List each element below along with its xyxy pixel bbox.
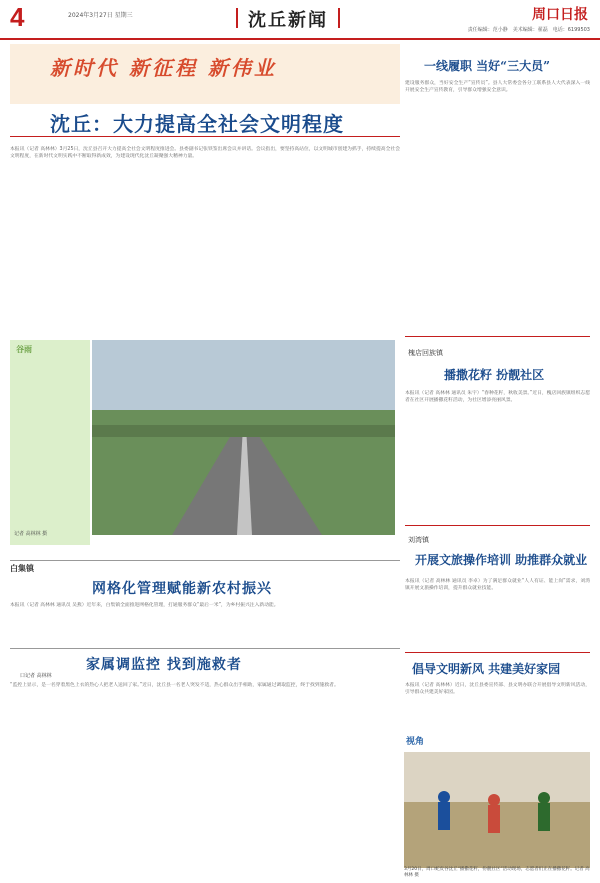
issue-date: 2024年3月27日 星期三 (68, 12, 133, 19)
editor-credits: 责任编辑：范小静 美术编辑：翟磊 电话：6199503 (467, 27, 590, 33)
lead-body: 本报讯（记者 高林林）3月25日，沈丘县召开大力提高全社会文明程度推进会。县委副书记张铁鉴出席会议并讲话。会议指出，要坚持高站位，以文明城市创建为抓手，持续提高全社会文明程度，在新时代文明实践中不断取得新成效，为建设现代化沈丘凝聚强大精神力量。 (10, 147, 400, 160)
photo-caption: 记者 高林林 摄 (14, 531, 48, 537)
right-lower-label: 刘湾镇 (408, 536, 429, 544)
right-top-body: 建设服务群众，当好安全生产“宣传员”。县人大常委会各分工联系县人大代表深入一线开展安全生产宣传教育，引导群众增强安全意识。 (405, 81, 590, 94)
right-bottom-title: 倡导文明新风 共建美好家园 (412, 662, 561, 676)
right-mid-body: 本报讯（记者 高林林 通讯员 朱宇）“春种花籽，秋收美景。”近日，槐店回族镇组织志愿者在社区开展播撒花籽活动，为社区增添亮丽风景。 (405, 391, 590, 404)
white-town-body: 本报讯（记者 高林林 通讯员 吴燕）近年来，白集镇全面推进网格化管理，打通服务群众“最后一米”，为乡村振兴注入新动能。 (10, 603, 279, 608)
right-lower-body: 本报讯（记者 高林林 通讯员 李卓）为了满足群众就业“人人有证、能上岗”需求，刘湾镇开展文旅操作培训，提升群众就业技能。 (405, 579, 590, 592)
right-bottom-body: 本报讯（记者 高林林）近日，沈丘县委宣传部、县文明办联合开展倡导文明新风活动，引导群众共建美好家园。 (405, 683, 590, 696)
right-mid-label: 槐店回族镇 (408, 349, 443, 357)
white-town-label: 白集镇 (10, 564, 34, 573)
road-photo (92, 340, 395, 535)
right-mid-title: 播撒花籽 扮靓社区 (444, 368, 545, 382)
right-lower-title: 开展文旅操作培训 助推群众就业 (415, 553, 588, 567)
white-town-title: 网格化管理赋能新农村振兴 (92, 581, 272, 597)
bottom-photo-caption: 3月20日，周口蛇皮谷沈丘“播撒花籽，扮靓社区”活动现场，志愿者们正在播撒花籽。记者 高林林 摄 (404, 867, 590, 878)
section-title: 沈丘新闻 (248, 6, 328, 32)
supervise-body: “监控上显示，是一名穿着黑色上衣的热心人把老人送回了家。”近日，沈丘县一名老人突发不适，热心群众出手相助，家属通过调取监控，终于找到施救者。 (10, 683, 339, 688)
bottom-photo-label: 视角 (406, 737, 425, 747)
feature-green-box (10, 340, 90, 545)
paper-logo: 周口日报 (532, 7, 588, 23)
lead-headline: 沈丘：大力提高全社会文明程度 (50, 112, 344, 136)
right-top-title: 一线履职 当好“三大员” (424, 59, 550, 73)
bottom-photo (404, 752, 590, 868)
masthead (0, 0, 600, 40)
supervise-title: 家属调监控 找到施救者 (86, 657, 242, 673)
page-number: 4 (10, 2, 25, 32)
slogan-banner (10, 44, 400, 104)
slogan-text: 新时代 新征程 新伟业 (50, 56, 277, 80)
supervise-author: 口记者 高林林 (20, 673, 52, 679)
feature-green-label: 谷雨 (16, 345, 32, 354)
